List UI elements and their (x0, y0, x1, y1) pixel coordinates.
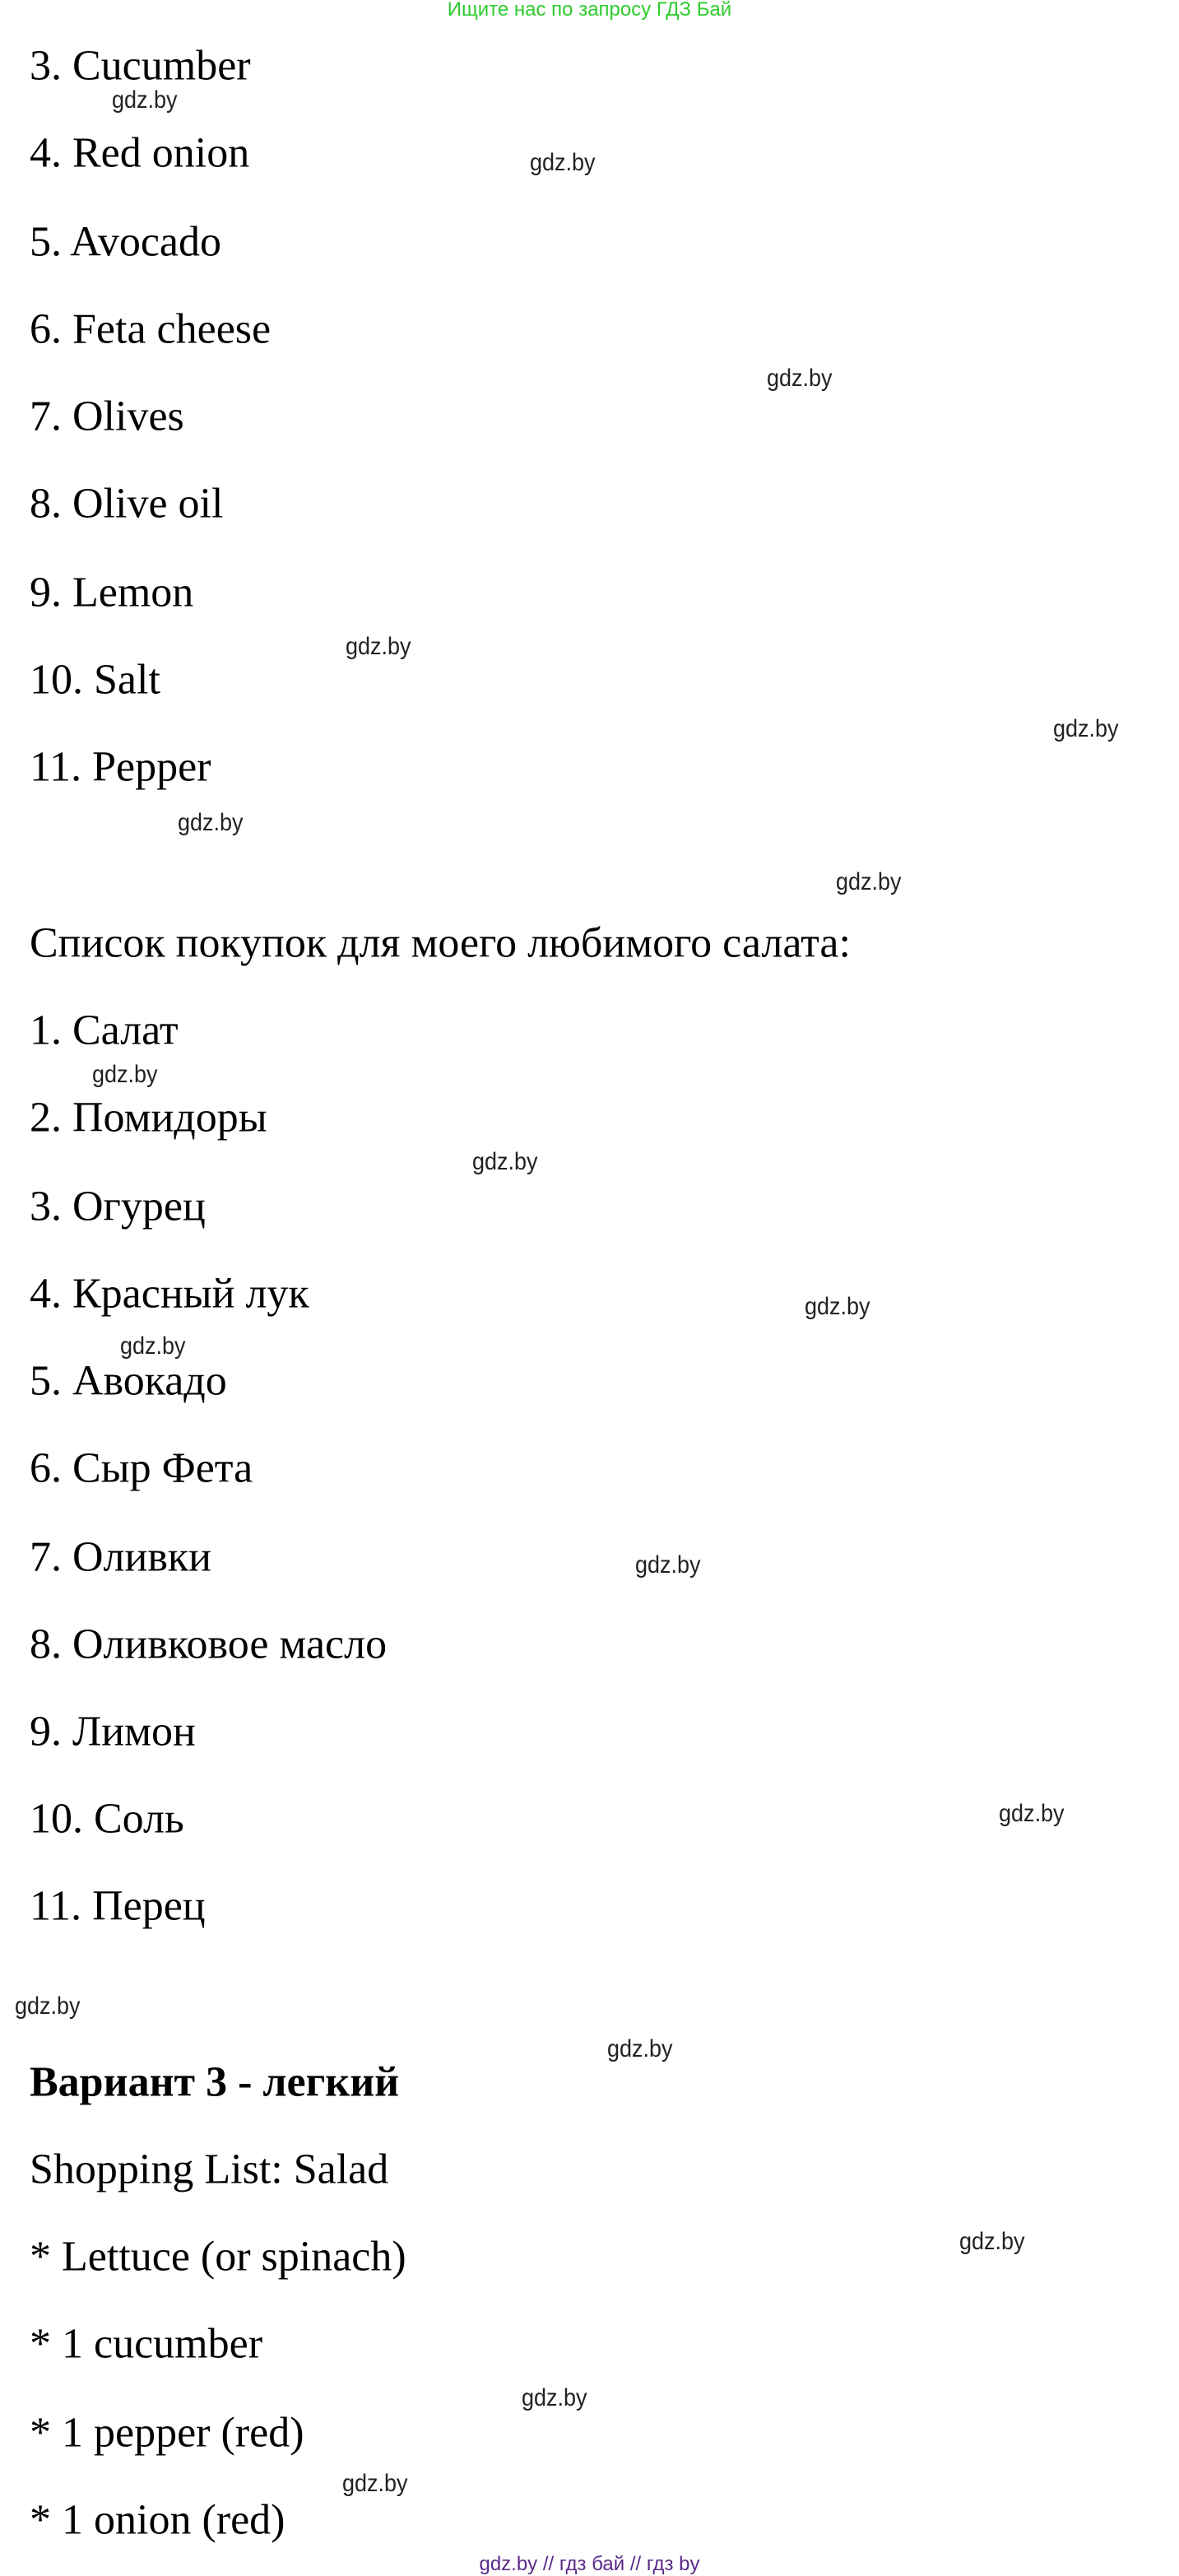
russian-list-item: 4. Красный лук (30, 1270, 309, 1318)
english-list-item: 9. Lemon (30, 569, 194, 616)
english-list-item: 10. Salt (30, 656, 160, 704)
watermark-text: gdz.by (1053, 715, 1119, 742)
watermark-text: gdz.by (178, 809, 244, 836)
variant-heading: Вариант 3 - легкий (30, 2058, 400, 2106)
watermark-text: gdz.by (342, 2470, 408, 2497)
russian-list-item: 11. Перец (30, 1882, 206, 1930)
russian-list-item: 9. Лимон (30, 1708, 196, 1755)
watermark-text: gdz.by (959, 2228, 1025, 2255)
russian-list-item: 5. Авокадо (30, 1357, 227, 1405)
watermark-text: gdz.by (15, 1992, 81, 2020)
watermark-text: gdz.by (999, 1800, 1065, 1827)
watermark-text: gdz.by (836, 868, 902, 895)
search-hint-header: Ищите нас по запросу ГДЗ Бай (447, 0, 732, 21)
shopping-list-item: * 1 onion (red) (30, 2496, 285, 2544)
russian-list-item: 3. Огурец (30, 1183, 206, 1230)
english-list-item: 6. Feta cheese (30, 305, 272, 353)
watermark-text: gdz.by (635, 1551, 701, 1579)
english-list-item: 7. Olives (30, 393, 184, 440)
russian-list-item: 10. Соль (30, 1795, 184, 1843)
watermark-text: gdz.by (92, 1061, 158, 1088)
footer-links: gdz.by // гдз бай // гдз by (479, 2553, 700, 2575)
russian-list-item: 6. Сыр Фета (30, 1444, 253, 1492)
russian-list-item: 2. Помидоры (30, 1094, 267, 1142)
english-list-item: 5. Avocado (30, 218, 221, 266)
english-list-item: 4. Red onion (30, 129, 250, 177)
english-list-item: 8. Olive oil (30, 480, 224, 528)
shopping-list-item: * Lettuce (or spinach) (30, 2233, 406, 2281)
russian-list-item: 8. Оливковое масло (30, 1620, 388, 1668)
watermark-text: gdz.by (530, 149, 596, 176)
russian-list-item: 7. Оливки (30, 1533, 211, 1581)
english-list-item: 3. Cucumber (30, 42, 251, 90)
watermark-text: gdz.by (522, 2384, 587, 2411)
watermark-text: gdz.by (805, 1293, 870, 1320)
shopping-list-title: Shopping List: Salad (30, 2146, 389, 2193)
watermark-text: gdz.by (472, 1148, 538, 1175)
watermark-text: gdz.by (120, 1332, 186, 1360)
watermark-text: gdz.by (767, 365, 833, 392)
watermark-text: gdz.by (607, 2035, 673, 2062)
shopping-list-item: * 1 pepper (red) (30, 2409, 304, 2457)
watermark-text: gdz.by (346, 633, 411, 660)
shopping-list-item: * 1 cucumber (30, 2320, 263, 2368)
russian-list-item: 1. Салат (30, 1007, 179, 1054)
english-list-item: 11. Pepper (30, 743, 211, 791)
watermark-text: gdz.by (112, 86, 178, 114)
russian-list-heading: Список покупок для моего любимого салата: (30, 919, 851, 967)
